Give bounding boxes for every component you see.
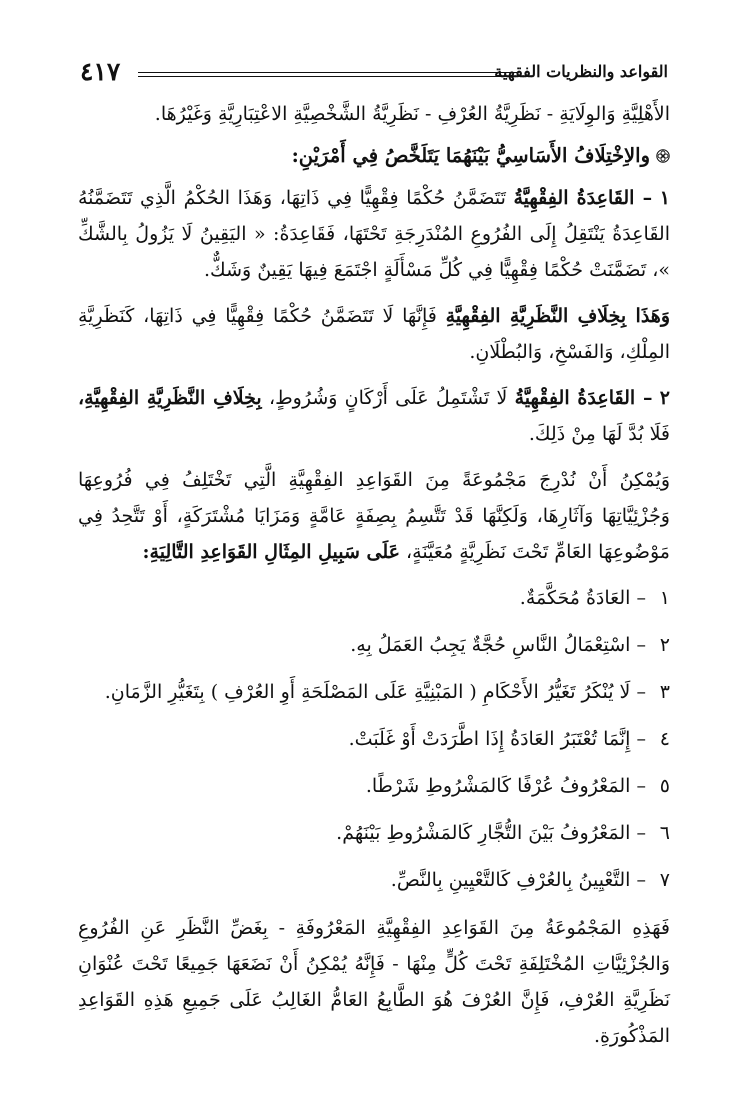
point-1-number: ١ [659,187,670,209]
list-item: ٣ – لَا يُنْكَرُ تَغَيُّرُ الأَحْكَامِ ( المَبْنِيَّةِ عَلَى المَصْلَحَةِ أَوِ العُرْفِ ) بِتَغَيُّرِ الزَّمَانِ. [104,681,670,703]
continuation-line: الأَهْلِيَّةِ وَالوِلَايَةِ - نَظَرِيَّةُ العُرْفِ - نَظَرِيَّةُ الشَّخْصِيَّةِ الاعْتِبَارِيَّةِ وَغَيْرُهَا. [154,103,670,125]
section-heading [78,138,670,174]
list-item: ٧ – التَّعْيِينُ بِالعُرْفِ كَالتَّعْيِينِ بِالنَّصِّ. [390,869,670,891]
list-item: ١ – العَادَةُ مُحَكَّمَةٌ. [519,587,670,609]
contrast-1-text: فَإِنَّهَا لَا تَتَضَمَّنُ حُكْمًا فِقْهِيًّا فِي ذَاتِهَا، كَنَظَرِيَّةِ المِلْكِ، وَالفَسْخِ، وَالبُطْلَانِ. [78,305,670,363]
point-1-text: تَتَضَمَّنُ حُكْمًا فِقْهِيًّا فِي ذَاتِهَا، وَهَذَا الحُكْمُ الَّذِي تَتَضَمَّنُهُ القَاعِدَةُ يَنْتَقِلُ إِلَى الفُرُوعِ المُنْدَرِجَةِ تَحْتَهَا، فَقَاعِدَةُ: « اليَقِينُ لَا يَزُولُ بِالشَّكِّ »، تَضَمَّنَتْ حُكْمًا فِقْهِيًّا فِي كُلِّ مَسْأَلَةٍ اجْتَمَعَ فِيهَا يَقِينٌ وَشَكٌّ. [78,187,670,281]
header-double-rule [138,72,518,73]
flower-ornament-icon [656,149,670,163]
intro-text: وَيُمْكِنُ أَنْ نُدْرِجَ مَجْمُوعَةً مِنَ القَوَاعِدِ الفِقْهِيَّةِ الَّتِي تَخْتَلِفُ فِي فُرُوعِهَا وَجُزْئِيَّاتِهَا وَآثَارِهَا، وَلَكِنَّهَا قَدْ تَتَّسِمُ بِصِفَةٍ عَامَّةٍ وَمَزَايَا مُشْتَرَكَةٍ، أَوْ تَتَّحِدُ فِي مَوْضُوعِهَا العَامِّ تَحْتَ نَظَرِيَّةٍ مُعَيَّنَةٍ، [78,469,670,563]
page-number: ٤١٧ [80,57,121,86]
page-body [78,96,670,1054]
intro-bold: عَلَى سَبِيلِ المِثَالِ القَوَاعِدِ التَّالِيَةِ: [142,541,400,563]
point-2-paragraph: ٢ – القَاعِدَةُ الفِقْهِيَّةُ لَا تَشْتَمِلُ عَلَى أَرْكَانٍ وَشُرُوطٍ، بِخِلَافِ النَّظَرِيَّةِ الفِقْهِيَّةِ، فَلَا بُدَّ لَهَا مِنْ ذَلِكَ. [78,387,670,445]
point-1-paragraph: ١ – القَاعِدَةُ الفِقْهِيَّةُ تَتَضَمَّنُ حُكْمًا فِقْهِيًّا فِي ذَاتِهَا، وَهَذَا الحُكْمُ الَّذِي تَتَضَمَّنُهُ القَاعِدَةُ يَنْتَقِلُ إِلَى الفُرُوعِ المُنْدَرِجَةِ تَحْتَهَا، فَقَاعِدَةُ: « اليَقِينُ لَا يَزُولُ بِالشَّكِّ »، تَضَمَّنَتْ حُكْمًا فِقْهِيًّا فِي كُلِّ مَسْأَلَةٍ اجْتَمَعَ فِيهَا يَقِينٌ وَشَكٌّ. [78,187,670,281]
point-2-text-end: فَلَا بُدَّ لَهَا مِنْ ذَلِكَ. [528,423,670,445]
page-header [80,58,668,88]
contrast-1-term: وَهَذَا بِخِلَافِ النَّظَرِيَّةِ الفِقْهِيَّةِ [445,305,670,327]
point-2-number: ٢ [659,387,670,409]
section-heading-text: والاِخْتِلَافُ الأَسَاسِيُّ بَيْنَهُمَا يَتَلَخَّصُ فِي أَمْرَيْنِ: [291,144,650,167]
point-2-term: القَاعِدَةُ الفِقْهِيَّةُ [514,387,636,409]
intro-paragraph [78,462,670,570]
conclusion-block [78,910,670,1054]
point-1-term: القَاعِدَةُ الفِقْهِيَّةُ [513,187,635,209]
point-2-text: لَا تَشْتَمِلُ عَلَى أَرْكَانٍ وَشُرُوطٍ، [268,387,508,409]
point-2-contrast: بِخِلَافِ النَّظَرِيَّةِ الفِقْهِيَّةِ، [78,387,262,409]
contrast-1-paragraph [78,298,670,370]
running-title: القواعد والنظريات الفقهية [494,62,668,81]
conclusion-paragraph: فَهَذِهِ المَجْمُوعَةُ مِنَ القَوَاعِدِ الفِقْهِيَّةِ المَعْرُوفَةِ - بِغَضِّ النَّظَرِ عَنِ الفُرُوعِ وَالجُزْئِيَّاتِ المُخْتَلِفَةِ تَحْتَ كُلٍّ مِنْهَا - فَإِنَّهُ يُمْكِنُ أَنْ نَضَعَهَا جَمِيعًا تَحْتَ عُنْوَانِ نَظَرِيَّةِ العُرْفِ، فَإِنَّ العُرْفَ هُوَ الطَّابِعُ العَامُّ الغَالِبُ عَلَى جَمِيعِ هَذِهِ القَوَاعِدِ المَذْكُورَةِ. [78,917,670,1047]
rules-list [78,580,670,898]
list-item: ٥ – المَعْرُوفُ عُرْفًا كَالمَشْرُوطِ شَرْطًا. [365,775,670,797]
list-item: ٦ – المَعْرُوفُ بَيْنَ التُّجَّارِ كَالمَشْرُوطِ بَيْنَهُمْ. [336,822,670,844]
list-item: ٤ – إِنَّمَا تُعْتَبَرُ العَادَةُ إِذَا اطَّرَدَتْ أَوْ غَلَبَتْ. [348,728,670,750]
list-item: ٢ – اسْتِعْمَالُ النَّاسِ حُجَّةٌ يَجِبُ العَمَلُ بِهِ. [350,634,670,656]
